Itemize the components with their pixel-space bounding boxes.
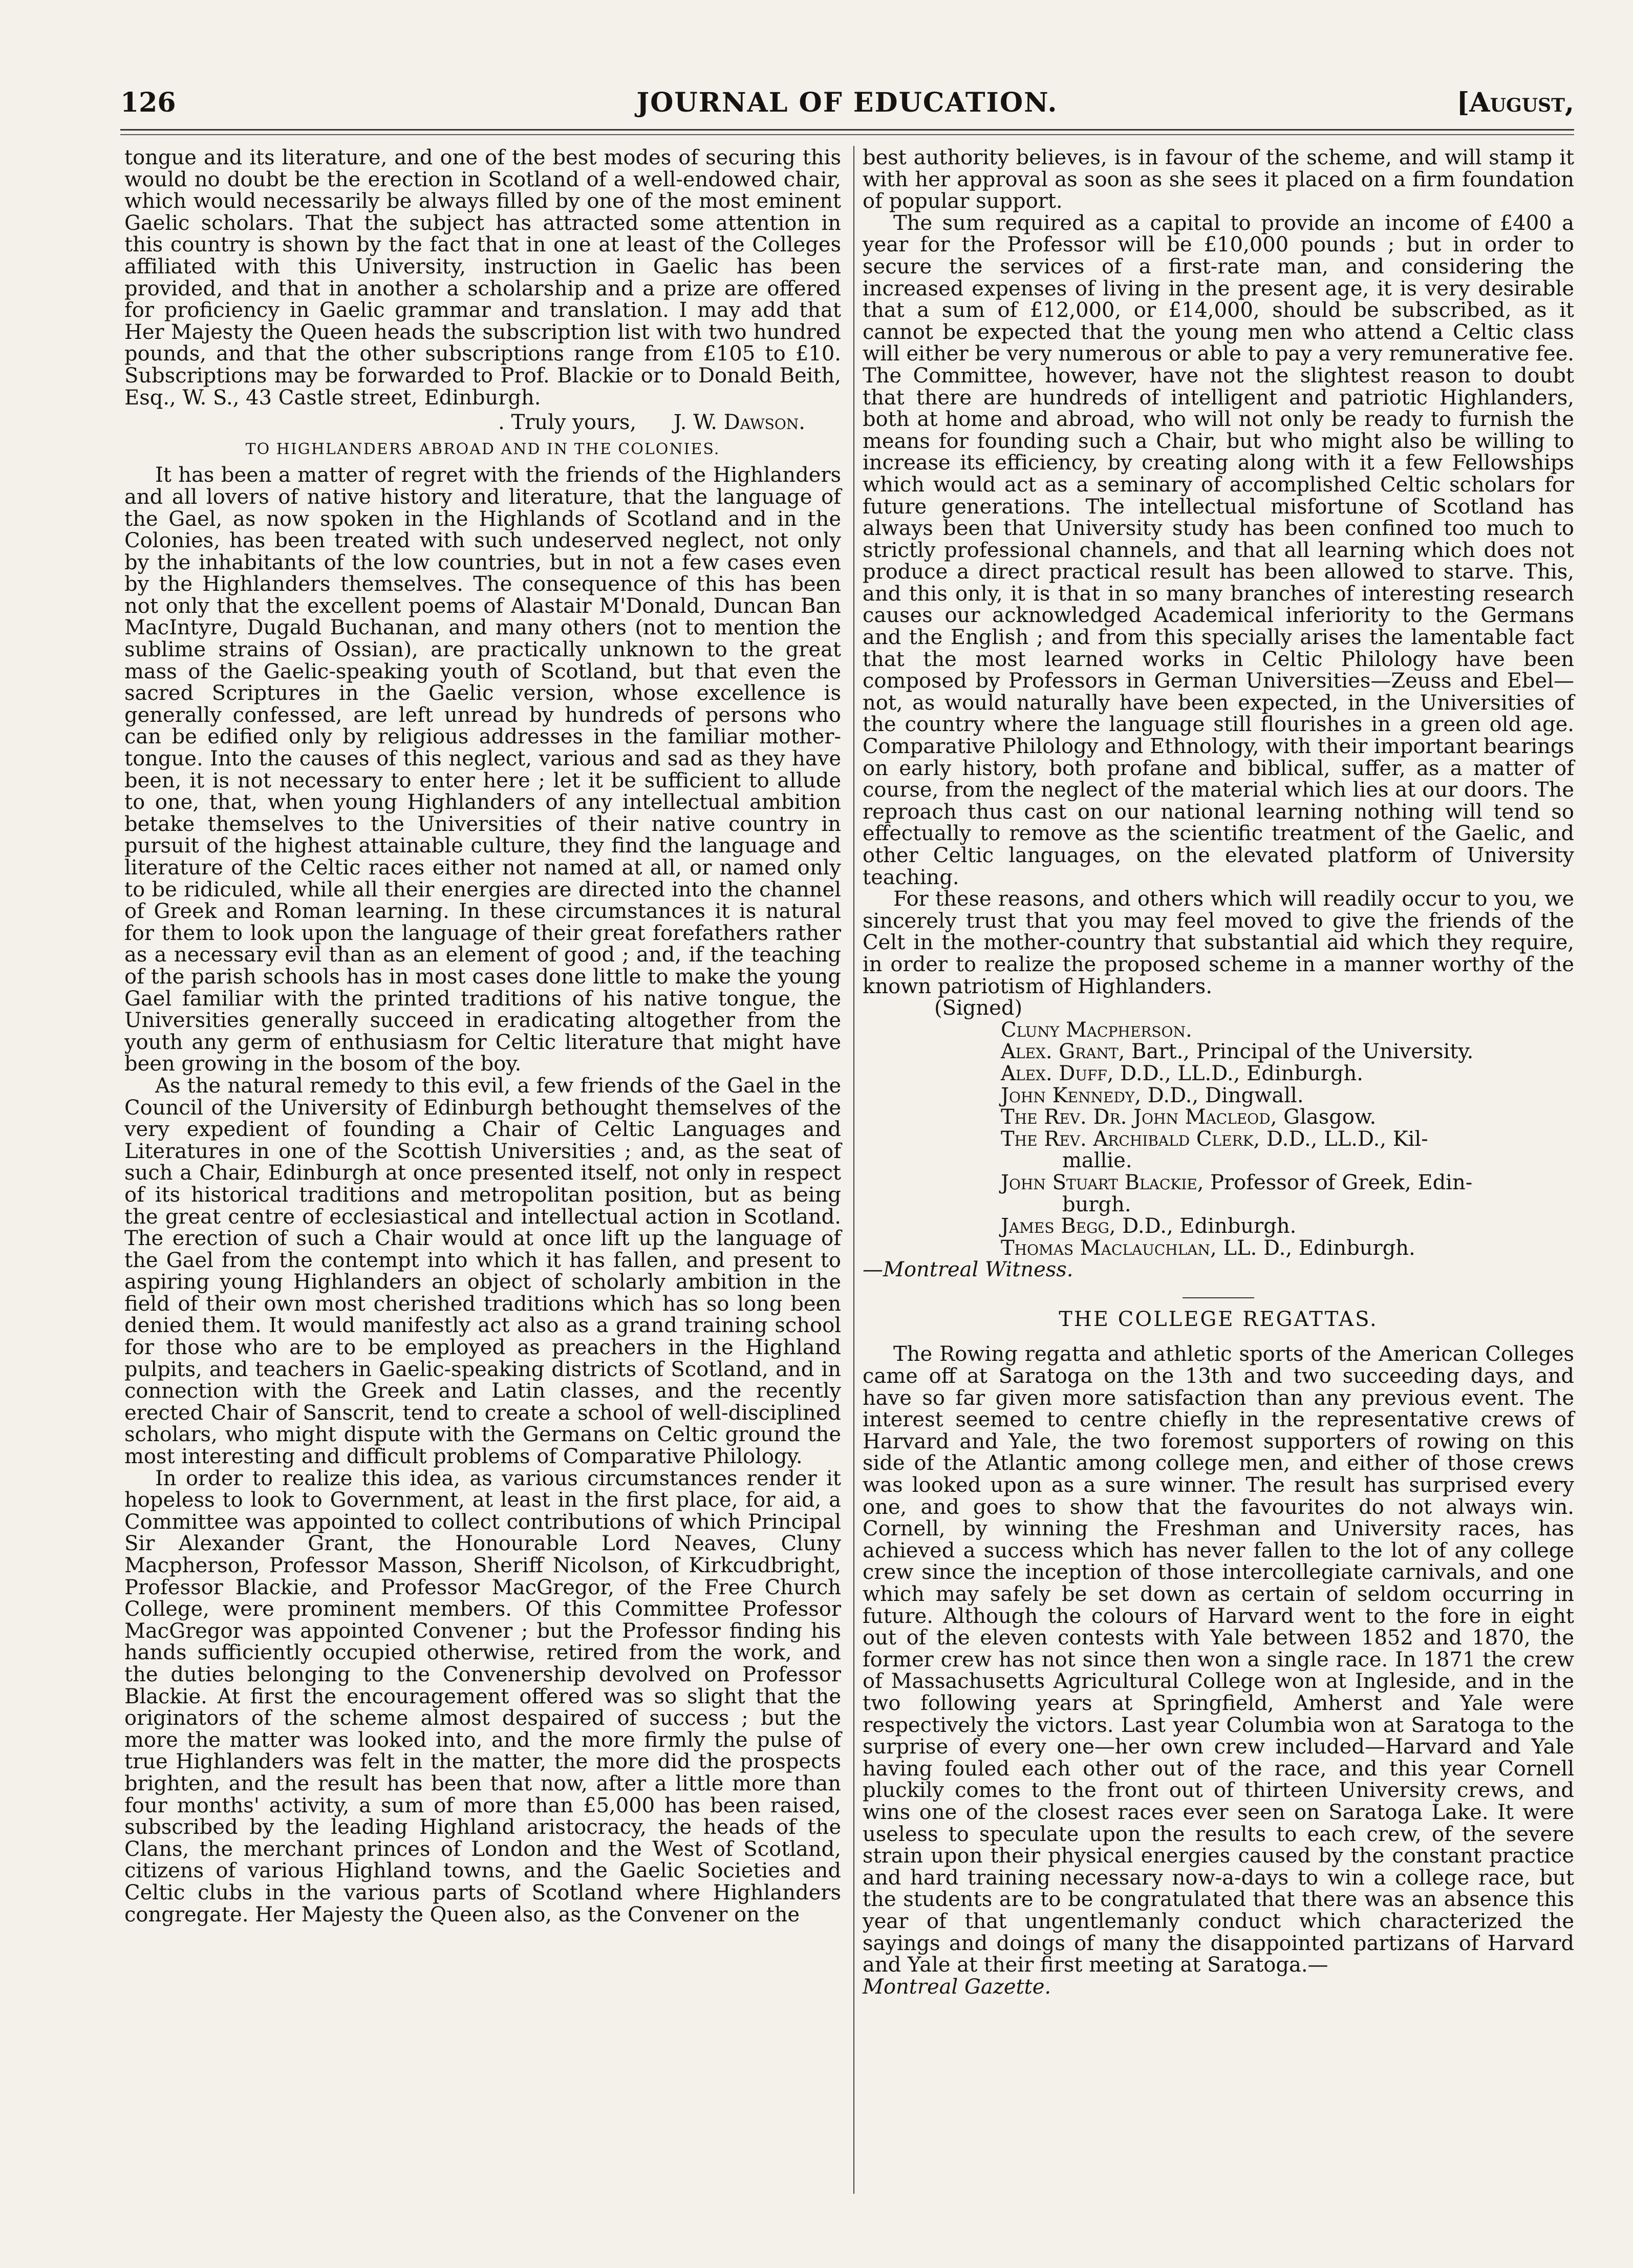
right-column <box>863 147 1574 1998</box>
header-rule <box>120 129 1574 131</box>
column-divider <box>853 146 854 2194</box>
page-number: 126 <box>120 87 176 118</box>
signatory: Cluny Macpherson. <box>1001 1018 1192 1042</box>
article-subheading: TO HIGHLANDERS ABROAD AND IN THE COLONIES. <box>245 440 720 458</box>
letter-conclusion: tongue and its literature, and one of the best modes of securing this would no doubt be the erection in Scotland of a well-endowed chair, which would necessarily be always filled by one of the most eminent Gaelic scholars. That the subject has attracted some attention in this country is shown by the fact that in one at least of the Colleges affiliated with this University, instruction in Gaelic has been provided, and that in another a scholarship and a prize are offered for proficiency in Gaelic grammar and translation. I may add that Her Majesty the Queen heads the subscription list with two hundred pounds, and that the other subscriptions range from £105 to £10. Subscriptions may be forwarded to Prof. Blackie or to Donald Beith, Esq., W. S., 43 Castle street, Edinburgh. <box>124 146 841 410</box>
left-column <box>124 147 841 1925</box>
appeal-paragraph-5: For these reasons, and others which will readily occur to you, we sincerely trust that you may feel moved to give the friends of the Celt in the mother-country that substantial aid which they require, in order to realize the proposed scheme in a manner worthy of the known patriotism of Highlanders. <box>863 887 1574 998</box>
signatory: Alex. Grant, Bart., Principal of the University. <box>1001 1040 1474 1064</box>
appeal-paragraph-4: The sum required as a capital to provide an income of £400 a year for the Professor will be £10,000 pounds ; but in order to secure the services of a first-rate man, and considering the increased expenses of living in the present age, it is very desirable that a sum of £12,000, or £14,000, should be subscribed, as it cannot be expected that the young men who attend a Celtic class will either be very numerous or able to pay a very remunerative fee. The Committee, however, have not the slightest reason to doubt that there are hundreds of intelligent and patriotic Highlanders, both at home and abroad, who will not only be ready to furnish the means for founding such a Chair, but who might also be willing to increase its efficiency, by creating along with it a few Fellowships which would act as a seminary of accomplished Celtic scholars for future generations. The intellectual misfortune of Scotland has always been that University study has been confined too much to strictly professional channels, and that all learning which does not produce a direct practical result has been allowed to starve. This, and this only, it is that in so many branches of interesting research causes our acknowledged Academical inferiority to the Germans and the English ; and from this specially arises the lamentable fact that the most learned works in Celtic Philology have been composed by Professors in German Universities—Zeuss and Ebel—not, as would naturally have been expected, in the Universities of the country where the language still flourishes in a green old age. Comparative Philology and Ethnology, with their important bearings on early history, both profane and biblical, suffer, as a matter of course, from the neglect of the material which lies at our doors. The reproach thus cast on our national learning nothing will tend so effectually to remove as the scientific treatment of the Gaelic, and other Celtic languages, on the elevated platform of University teaching. <box>863 211 1574 889</box>
signatories-list <box>1001 1019 1574 1259</box>
signatory: Thomas Maclauchlan, LL. D., Edinburgh. <box>1001 1236 1415 1260</box>
journal-title: JOURNAL OF EDUCATION. <box>636 87 1058 118</box>
signatory: John Kennedy, D.D., Dingwall. <box>1001 1083 1304 1107</box>
signatory: Alex. Duff, D.D., LL.D., Edinburgh. <box>1001 1061 1363 1085</box>
header-rule-secondary <box>120 134 1574 135</box>
appeal-paragraph-1: It has been a matter of regret with the friends of the Highlanders and all lovers of native history and literature, that the language of the Gael, as now spoken in the Highlands of Scotland and in the Colonies, has been treated with such undeserved neglect, not only by the inhabitants of the low countries, but in not a few cases even by the Highlanders themselves. The consequence of this has been not only that the excellent poems of Alastair M'Donald, Duncan Ban MacIntyre, Dugald Buchanan, and many others (not to mention the sublime strains of Ossian), are practically unknown to the great mass of the Gaelic-speaking youth of Scotland, but that even the sacred Scriptures in the Gaelic version, whose excellence is generally confessed, are left unread by hundreds of persons who can be edified only by religious addresses in the familiar mother-tongue. Into the causes of this neglect, various and sad as they have been, it is not necessary to enter here ; let it be sufficient to allude to one, that, when young Highlanders of any intellectual ambition betake themselves to the Universities of their native country in pursuit of the highest attainable culture, they find the language and literature of the Celtic races either not named at all, or named only to be ridiculed, while all their energies are directed into the channel of Greek and Roman learning. In these circumstances it is natural for them to look upon the language of their great forefathers rather as a necessary evil than as an element of good ; and, if the teaching of the parish schools has in most cases done little to make the young Gael familiar with the printed traditions of his native tongue, the Universities generally succeed in eradicating altogether from the youth any germ of enthusiasm for Celtic literature that might have been growing in the bosom of the boy. <box>124 463 841 1076</box>
signatory: John Stuart Blackie, Professor of Greek, Edin- <box>1001 1170 1473 1194</box>
page-header <box>120 87 1574 123</box>
regatta-paragraph: The Rowing regatta and athletic sports of the American Colleges came off at Saratoga on the 13th and two succeeding days, and have so far given more satisfaction than any previous event. The interest seemed to centre chiefly in the representative crews of Harvard and Yale, the two foremost supporters of rowing on this side of the Atlantic among college men, and either of those crews was looked upon as a sure winner. The result has surprised every one, and goes to show that the favourites do not always win. Cornell, by winning the Freshman and University races, has achieved a success which has never fallen to the lot of any college crew since the inception of those intercollegiate carnivals, and one which may safely be set down as certain of seldom occurring in future. Although the colours of Harvard went to the fore in eight out of the eleven contests with Yale between 1852 and 1870, the former crew has not since then won a single race. In 1871 the crew of Massachusetts Agricultural College won at Ingleside, and in the two following years at Springfield, Amherst and Yale were respectively the victors. Last year Columbia won at Saratoga to the surprise of every one—her own crew included—Harvard and Yale having fouled each other out of the race, and this year Cornell pluckily comes to the front out of thirteen University crews, and wins one of the closest races ever seen on Saratoga Lake. It were useless to speculate upon the results to each crew, of the severe strain upon their physical energies caused by the constant practice and hard training necessary now-a-days to win a college race, but the students are to be congratulated that there was an absence this year of that ungentlemanly conduct which characterized the sayings and doings of many the disappointed partizans of Harvard and Yale at their first meeting at Saratoga.— <box>863 1342 1574 1977</box>
issue-month: [August, <box>1456 87 1574 118</box>
source-credit: —Montreal Witness. <box>863 1258 1073 1282</box>
appeal-paragraph-2: As the natural remedy to this evil, a few friends of the Gael in the Council of the University of Edinburgh bethought themselves of the very expedient of founding a Chair of Celtic Languages and Literatures in one of the Scottish Universities ; and, as the seat of such a Chair, Edinburgh at once presented itself, not only in respect of its historical traditions and metropolitan position, but as being the great centre of ecclesiastical and intellectual action in Scotland. The erection of such a Chair would at once lift up the language of the Gael from the contempt into which it has fallen, and present to aspiring young Highlanders an object of scholarly ambition in the field of their own most cherished traditions which has so long been denied them. It would manifestly act also as a grand training school for those who are to be employed as preachers in the Highland pulpits, and teachers in Gaelic-speaking districts of Scotland, and in connection with the Greek and Latin classes, and the recently erected Chair of Sanscrit, tend to create a school of well-disciplined scholars, who might dispute with the Germans on Celtic ground the most interesting and difficult problems of Comparative Philology. <box>124 1074 841 1469</box>
letter-signoff <box>124 412 841 434</box>
appeal-paragraph-3: In order to realize this idea, as various circumstances render it hopeless to look to Government, at least in the first place, for aid, a Committee was appointed to collect contributions of which Principal Sir Alexander Grant, the Honourable Lord Neaves, Cluny Macpherson, Professor Masson, Sheriff Nicolson, of Kirkcudbright, Professor Blackie, and Professor MacGregor, of the Free Church College, were prominent members. Of this Committee Professor MacGregor was appointed Convener ; but the Professor finding his hands sufficiently occupied otherwise, retired from the work, and the duties belonging to the Convenership devolved on Professor Blackie. At first the encouragement offered was so slight that the originators of the scheme almost despaired of success ; but the more the matter was looked into, and the more firmly the pulse of true Highlanders was felt in the matter, the more did the prospects brighten, and the result has been that now, after a little more than four months' activity, a sum of more than £5,000 has been raised, subscribed by the leading Highland aristocracy, the heads of the Clans, the merchant princes of London and the West of Scotland, citizens of various Highland towns, and the Gaelic Societies and Celtic clubs in the various parts of Scotland where Highlanders congregate. Her Majesty the Queen also, as the Convener on the <box>124 1466 841 1927</box>
signatory: The Rev. Dr. John Macleod, Glasgow. <box>1001 1105 1377 1129</box>
signatory-continuation: burgh. <box>1062 1192 1131 1216</box>
letter-signature: J. W. Dawson. <box>673 411 805 435</box>
signatory: The Rev. Archibald Clerk, D.D., LL.D., Kil- <box>1001 1127 1428 1151</box>
source-credit-gazette: Montreal Gazette. <box>863 1975 1051 1999</box>
signatory: James Begg, D.D., Edinburgh. <box>1001 1214 1297 1238</box>
signatory-continuation: mallie. <box>1062 1149 1132 1173</box>
closing: . Truly yours, <box>498 411 637 435</box>
signed-label: (Signed) <box>934 996 1023 1020</box>
section-divider <box>1183 1297 1254 1298</box>
article-title: THE COLLEGE REGATTAS. <box>1059 1307 1378 1331</box>
appeal-continuation: best authority believes, is in favour of the scheme, and will stamp it with her approval as soon as she sees it placed on a firm foundation of popular support. <box>863 146 1574 213</box>
